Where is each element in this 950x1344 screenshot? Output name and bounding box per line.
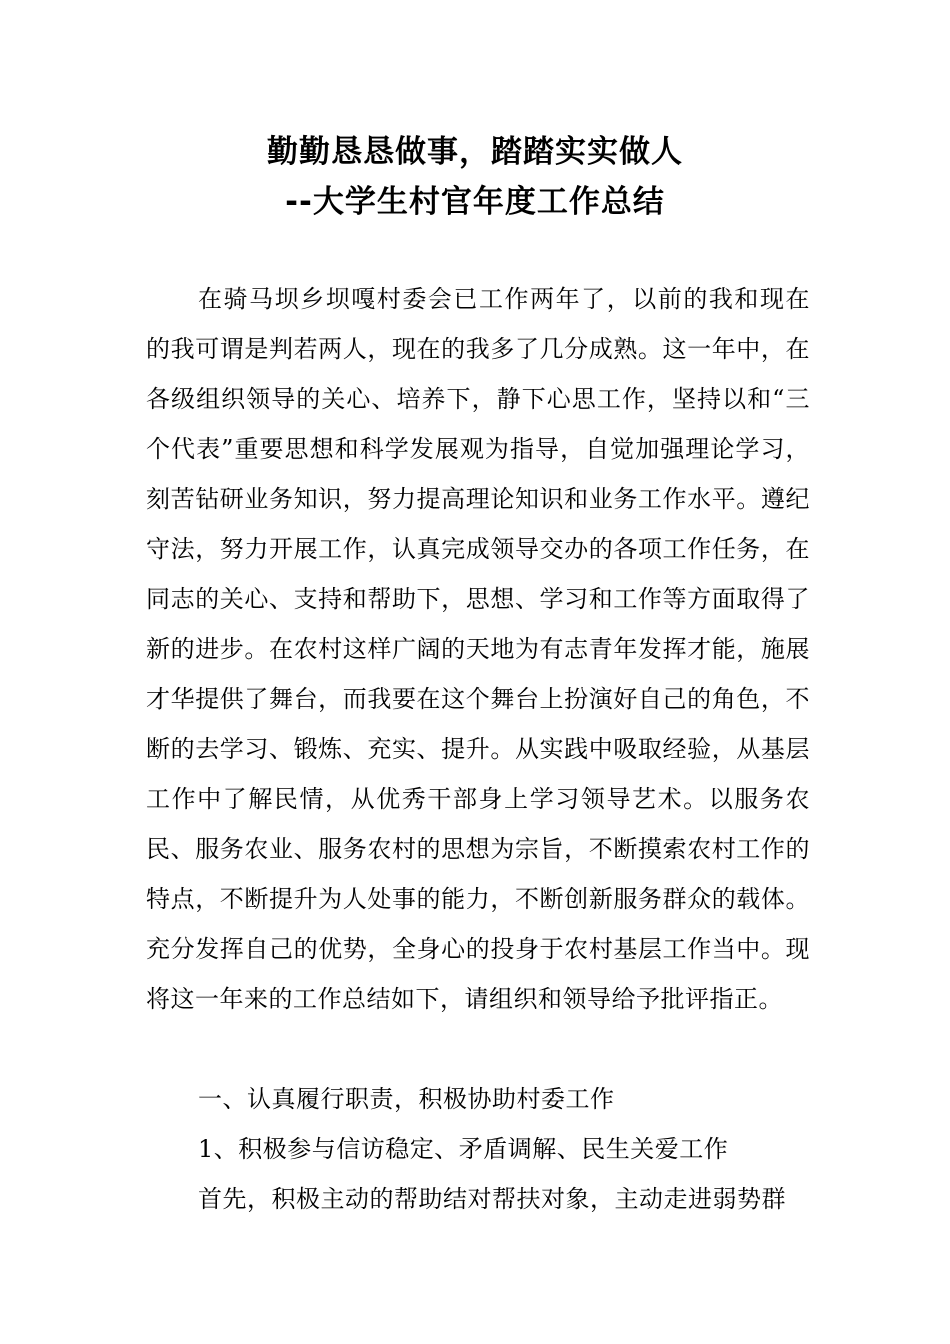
subsection-heading: 1、积极参与信访稳定、矛盾调解、民生关爱工作 [198,1135,729,1163]
intro-paragraph: 在骑马坝乡坝嘎村委会已工作两年了，以前的我和现在的我可谓是判若两人，现在的我多了几分成熟。这一年中，在各级组织领导的关心、培养下，静下心思工作，坚持以和“三个代表”重要思想和科学发展观为指导，自觉加强理论学习，刻苦钻研业务知识，努力提高理论知识和业务工作水平。遵纪守法，努力开展工作，认真完成领导交办的各项工作任务，在同志的关心、支持和帮助下，思想、学习和工作等方面取得了新的进步。在农村这样广阔的天地为有志青年发挥才能，施展才华提供了舞台，而我要在这个舞台上扮演好自己的角色，不断的去学习、锻炼、充实、提升。从实践中吸取经验，从基层工作中了解民情，从优秀干部身上学习领导艺术。以服务农民、服务农业、服务农村的思想为宗旨，不断摸索农村工作的特点，不断提升为人处事的能力，不断创新服务群众的载体。充分发挥自己的优势，全身心的投身于农村基层工作当中。现将这一年来的工作总结如下，请组织和领导给予批评指正。 [146,285,810,1013]
paragraph-2: 首先，积极主动的帮助结对帮扶对象，主动走进弱势群 [198,1185,786,1213]
section-heading: 一、认真履行职责，积极协助村委工作 [198,1085,615,1113]
document-title: 勤勤恳恳做事，踏踏实实做人 [267,134,683,170]
document-subtitle: --大学生村官年度工作总结 [285,184,665,220]
